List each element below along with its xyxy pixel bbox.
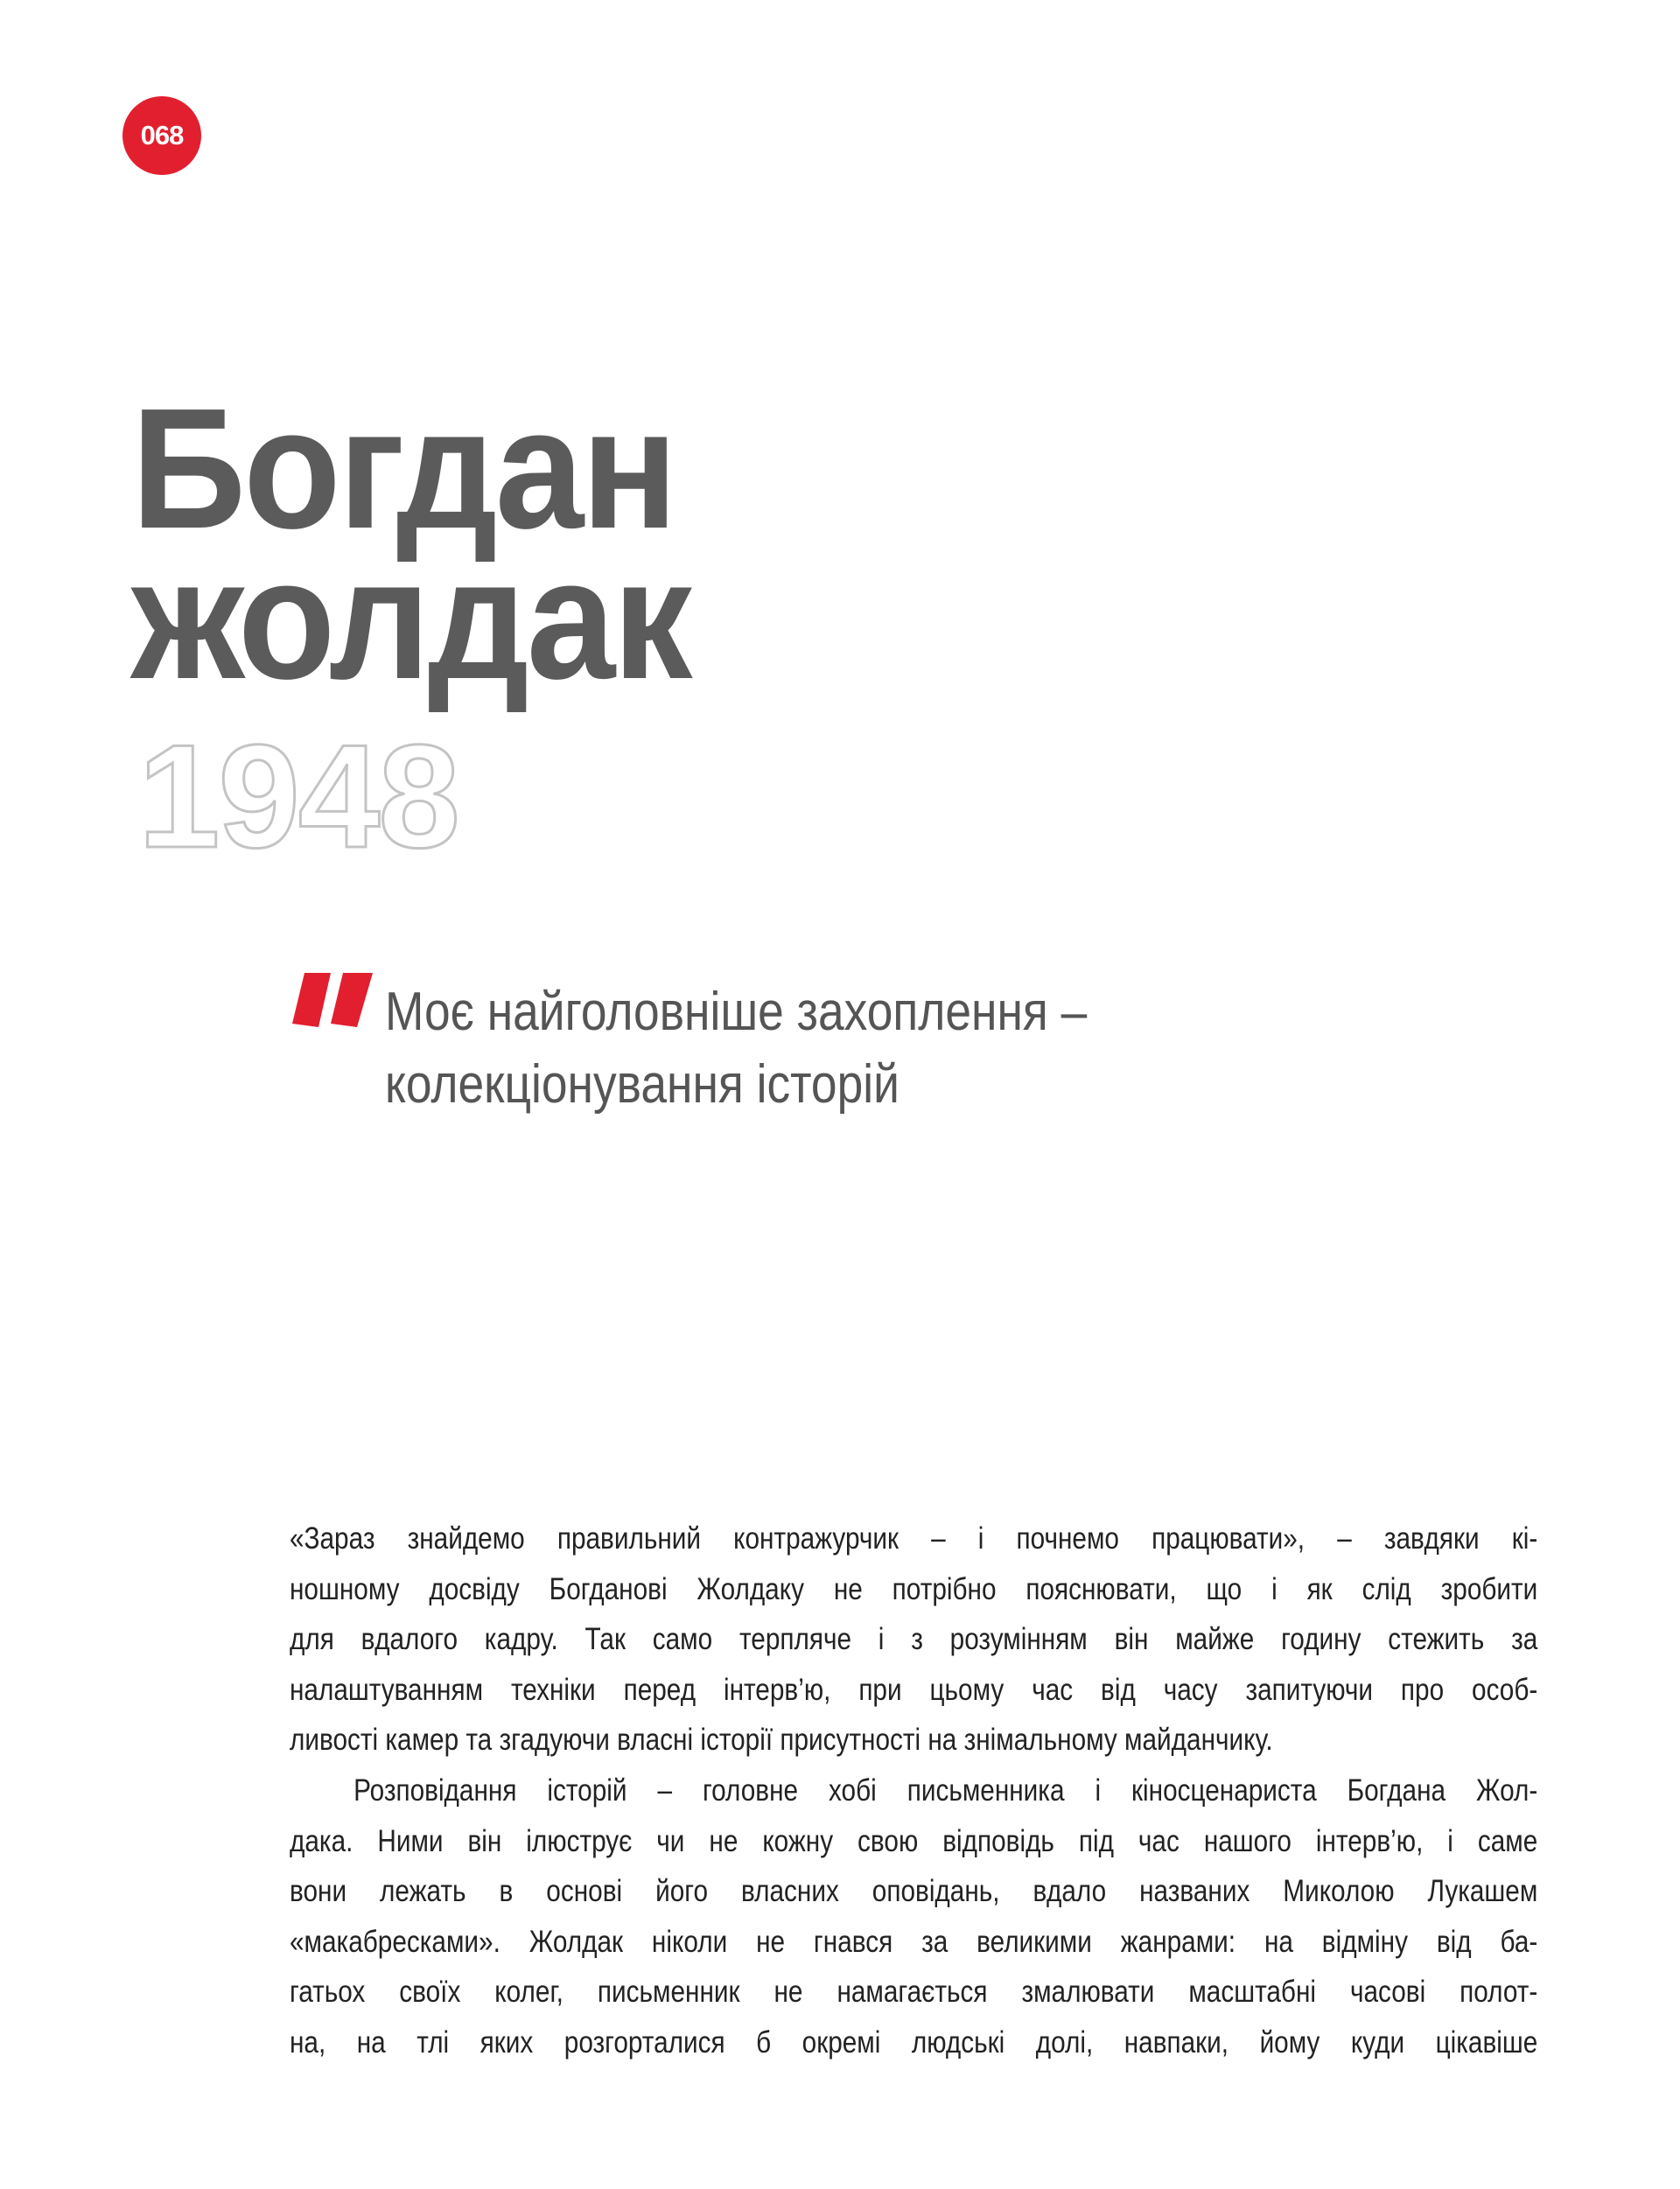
page-number-badge: 068 [122,96,201,175]
body-line: на, на тлі яких розгорталися б окремі людські долі, навпаки, йому куди цікавіше [290,2025,1538,2060]
article-body [290,1514,1537,2068]
body-line: налаштуванням техніки перед інтерв’ю, при цьому час від часу запитуючи про особ- [290,1672,1538,1707]
body-line: гатьох своїх колег, письменник не намагається змалювати масштабні часові полот- [290,1975,1538,2010]
pull-quote-line: колекціонування історій [385,1054,900,1115]
page-title-last-name: жолдак [131,523,690,715]
quote-mark-icon [292,973,373,1027]
pull-quote [385,976,1087,1121]
body-line: «Зараз знайдемо правильний контражурчик – і почнемо працювати», – завдяки кі- [290,1521,1538,1556]
body-line: «макабресками». Жолдак ніколи не гнався за великими жанрами: на відміну від ба- [290,1924,1538,1959]
body-line: ношному досвіду Богданові Жолдаку не потрібно пояснювати, що і як слід зробити [290,1571,1538,1606]
pull-quote-line: Моє найголовніше захоплення – [385,982,1088,1042]
body-line: ливості камер та згадуючи власні історії присутності на знімальному майданчику. [290,1723,1273,1758]
page-title-first-name: Богдан [131,373,676,564]
body-line: для вдалого кадру. Так само терпляче і з розумінням він майже годину стежить за [290,1622,1538,1657]
body-line: Розповідання історій – головне хобі письменника і кіносценариста Богдана Жол- [354,1773,1538,1808]
birth-year: 1948 [138,714,458,878]
body-line: вони лежать в основі його власних оповідань, вдало названих Миколою Лукашем [290,1874,1538,1909]
body-line: дака. Ними він ілюструє чи не кожну свою відповідь під час нашого інтерв’ю, і саме [290,1823,1538,1858]
